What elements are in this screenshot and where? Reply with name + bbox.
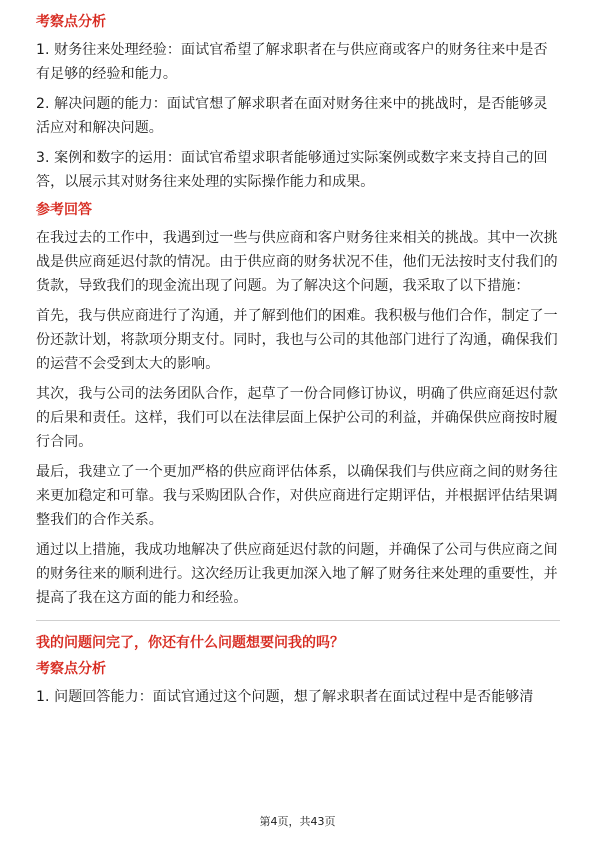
section-divider bbox=[36, 620, 560, 621]
analysis-item: 1. 财务往来处理经验：面试官希望了解求职者在与供应商或客户的财务往来中是否有足够的经验和能力。 bbox=[36, 42, 548, 82]
page-content bbox=[36, 12, 560, 715]
section-analysis-next bbox=[36, 659, 560, 709]
interview-question: 我的问题问完了，你还有什么问题想要问我的吗？ bbox=[36, 635, 344, 651]
section-heading-analysis-next: 考察点分析 bbox=[36, 661, 106, 677]
analysis-item: 1. 问题回答能力：面试官通过这个问题，想了解求职者在面试过程中是否能够清 bbox=[36, 689, 534, 705]
section-reference-answer bbox=[36, 200, 560, 610]
answer-paragraph: 最后，我建立了一个更加严格的供应商评估体系，以确保我们与供应商之间的财务往来更加稳定和可靠。我与采购团队合作，对供应商进行定期评估，并根据评估结果调整我们的合作关系。 bbox=[36, 464, 558, 528]
analysis-item: 2. 解决问题的能力：面试官想了解求职者在面对财务往来中的挑战时，是否能够灵活应对和解决问题。 bbox=[36, 96, 548, 136]
section-heading-analysis: 考察点分析 bbox=[36, 14, 106, 30]
answer-paragraph: 首先，我与供应商进行了沟通，并了解到他们的困难。我积极与他们合作，制定了一份还款计划，将款项分期支付。同时，我也与公司的其他部门进行了沟通，确保我们的运营不会受到太大的影响。 bbox=[36, 308, 558, 372]
answer-paragraph: 其次，我与公司的法务团队合作，起草了一份合同修订协议，明确了供应商延迟付款的后果和责任。这样，我们可以在法律层面上保护公司的利益，并确保供应商按时履行合同。 bbox=[36, 386, 558, 450]
answer-paragraph: 在我过去的工作中，我遇到过一些与供应商和客户财务往来相关的挑战。其中一次挑战是供应商延迟付款的情况。由于供应商的财务状况不佳，他们无法按时支付我们的货款，导致我们的现金流出现了问题。为了解决这个问题，我采取了以下措施： bbox=[36, 230, 558, 294]
page-number-footer: 第4页，共43页 bbox=[259, 815, 336, 828]
section-analysis bbox=[36, 12, 560, 194]
section-heading-reference-answer: 参考回答 bbox=[36, 202, 92, 218]
analysis-item: 3. 案例和数字的运用：面试官希望求职者能够通过实际案例或数字来支持自己的回答，以展示其对财务往来处理的实际操作能力和成果。 bbox=[36, 150, 548, 190]
answer-paragraph: 通过以上措施，我成功地解决了供应商延迟付款的问题，并确保了公司与供应商之间的财务往来的顺利进行。这次经历让我更加深入地了解了财务往来处理的重要性，并提高了我在这方面的能力和经验。 bbox=[36, 542, 558, 606]
